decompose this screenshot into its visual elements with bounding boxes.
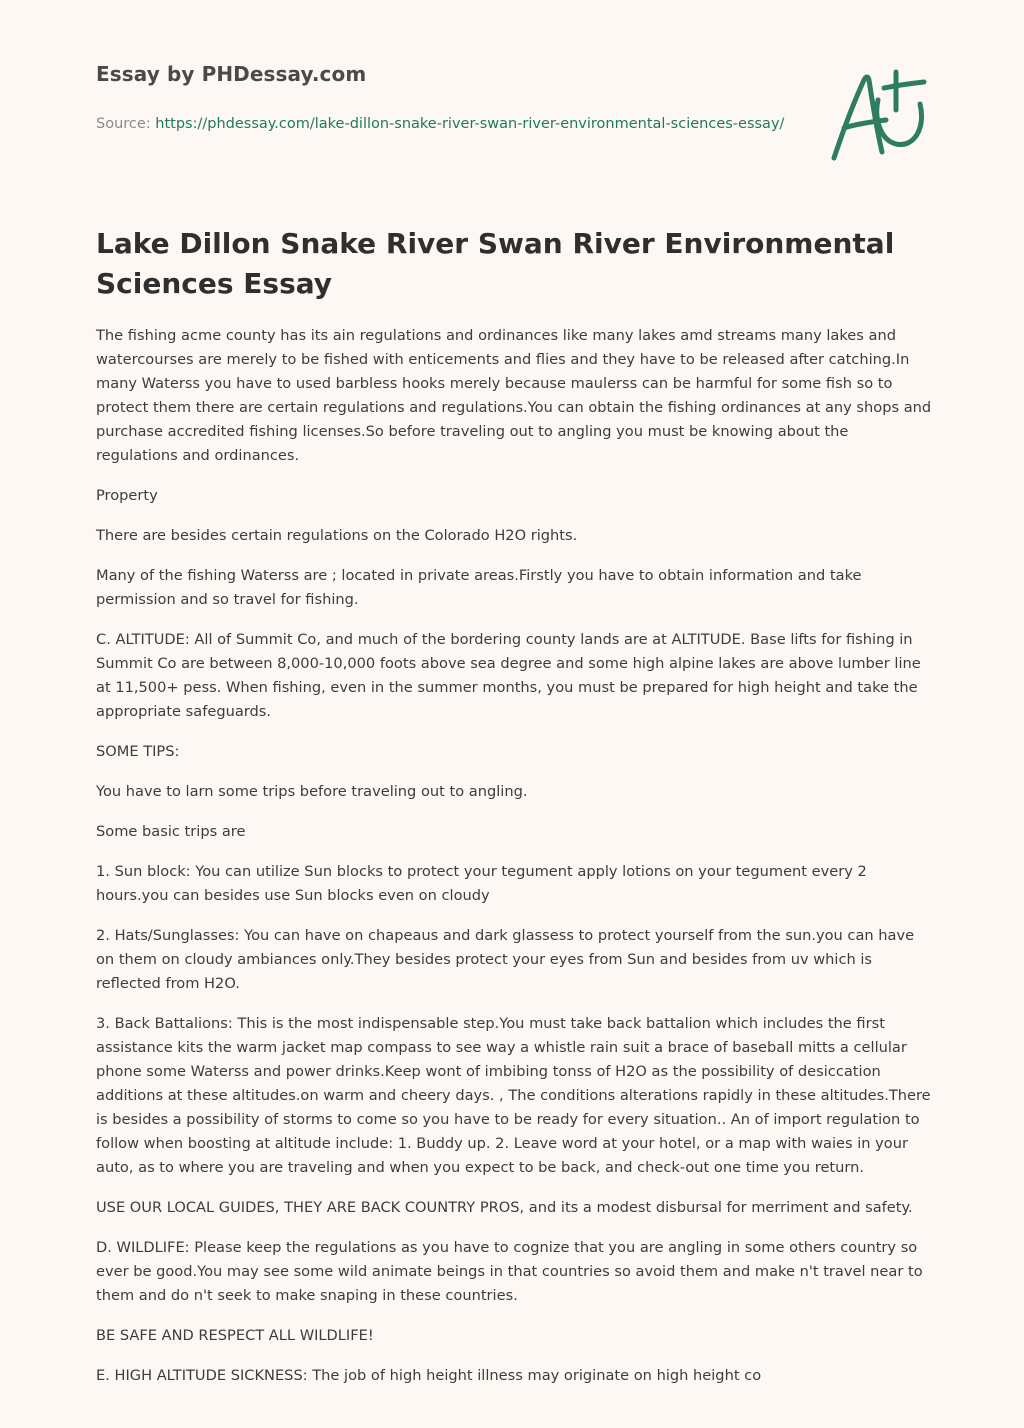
site-brand: Essay by PHDessay.com xyxy=(96,62,367,86)
essay-paragraph: SOME TIPS: xyxy=(96,743,180,760)
essay-paragraph: BE SAFE AND RESPECT ALL WILDLIFE! xyxy=(96,1327,374,1344)
essay-paragraph: You have to larn some trips before traveling out to angling. xyxy=(96,783,528,800)
page-header xyxy=(96,0,932,200)
source-label: Source: xyxy=(96,116,156,132)
essay-paragraph: USE OUR LOCAL GUIDES, THEY ARE BACK COUNTRY PROS, and its a modest disbursal for merriment and safety. xyxy=(96,1199,913,1216)
essay-paragraph: Property xyxy=(96,487,158,504)
essay-paragraph: There are besides certain regulations on the Colorado H2O rights. xyxy=(96,527,578,544)
essay-paragraph: D. WILDLIFE: Please keep the regulations as you have to cognize that you are angling in some others country so ever be good.You may see some wild animate beings in that countries so avoid them and make n't travel near to them and do n't seek to make snaping in these countries. xyxy=(96,1239,923,1304)
essay-page xyxy=(96,0,932,1384)
essay-paragraph: 2. Hats/Sunglasses: You can have on chapeaus and dark glassess to protect yourself from the sun.you can have on them on cloudy ambiances only.They besides protect your eyes from Sun and besides from uv which is reflected from H2O. xyxy=(96,927,915,992)
essay-paragraph: Many of the fishing Waterss are ; located in private areas.Firstly you have to obtain information and take permission and so travel for fishing. xyxy=(96,567,862,608)
essay-paragraph: Some basic trips are xyxy=(96,823,246,840)
essay-paragraph: 1. Sun block: You can utilize Sun blocks to protect your tegument apply lotions on your tegument every 2 hours.you can besides use Sun blocks even on cloudy xyxy=(96,863,867,904)
essay-paragraph: C. ALTITUDE: All of Summit Co, and much of the bordering county lands are at ALTITUDE. Base lifts for fishing in Summit Co are between 8,000-10,000 foots above sea degree and some high alpine lakes are above lumber line at 11,500+ pess. When fishing, even in the summer months, you must be prepared for high height and take the appropriate safeguards. xyxy=(96,631,921,720)
essay-paragraph: The fishing acme county has its ain regulations and ordinances like many lakes amd streams many lakes and watercourses are merely to be fished with enticements and flies and they have to be released after catching.In many Waterss you have to used barbless hooks merely because maulerss can be harmful for some fish so to protect them there are certain regulations and regulations.You can obtain the fishing ordinances at any shops and purchase accredited fishing licenses.So before traveling out to angling you must be knowing about the regulations and ordinances. xyxy=(96,327,932,464)
essay-title: Lake Dillon Snake River Swan River Environmental Sciences Essay xyxy=(96,227,895,300)
source-link[interactable]: https://phdessay.com/lake-dillon-snake-river-swan-river-environmental-sciences-essay/ xyxy=(155,116,785,132)
source-line xyxy=(96,112,786,136)
essay-paragraph: 3. Back Battalions: This is the most indispensable step.You must take back battalion which includes the first assistance kits the warm jacket map compass to see way a whistle rain suit a brace of baseball mitts a cellular phone some Waterss and power drinks.Keep wont of imbibing tonss of H2O as the possibility of desiccation additions at these altitudes.on warm and cheery days. , The conditions alterations rapidly in these altitudes.There is besides a possibility of storms to come so you have to be ready for every situation.. An of import regulation to follow when boosting at altitude include: 1. Buddy up. 2. Leave word at your hotel, or a map with waies in your auto, as to where you are traveling and when you expect to be back, and check-out one time you return. xyxy=(96,1015,931,1176)
essay-body xyxy=(96,324,932,1404)
essay-paragraph: E. HIGH ALTITUDE SICKNESS: The job of high height illness may originate on high height co xyxy=(96,1367,762,1384)
a-plus-logo-icon xyxy=(822,66,934,166)
